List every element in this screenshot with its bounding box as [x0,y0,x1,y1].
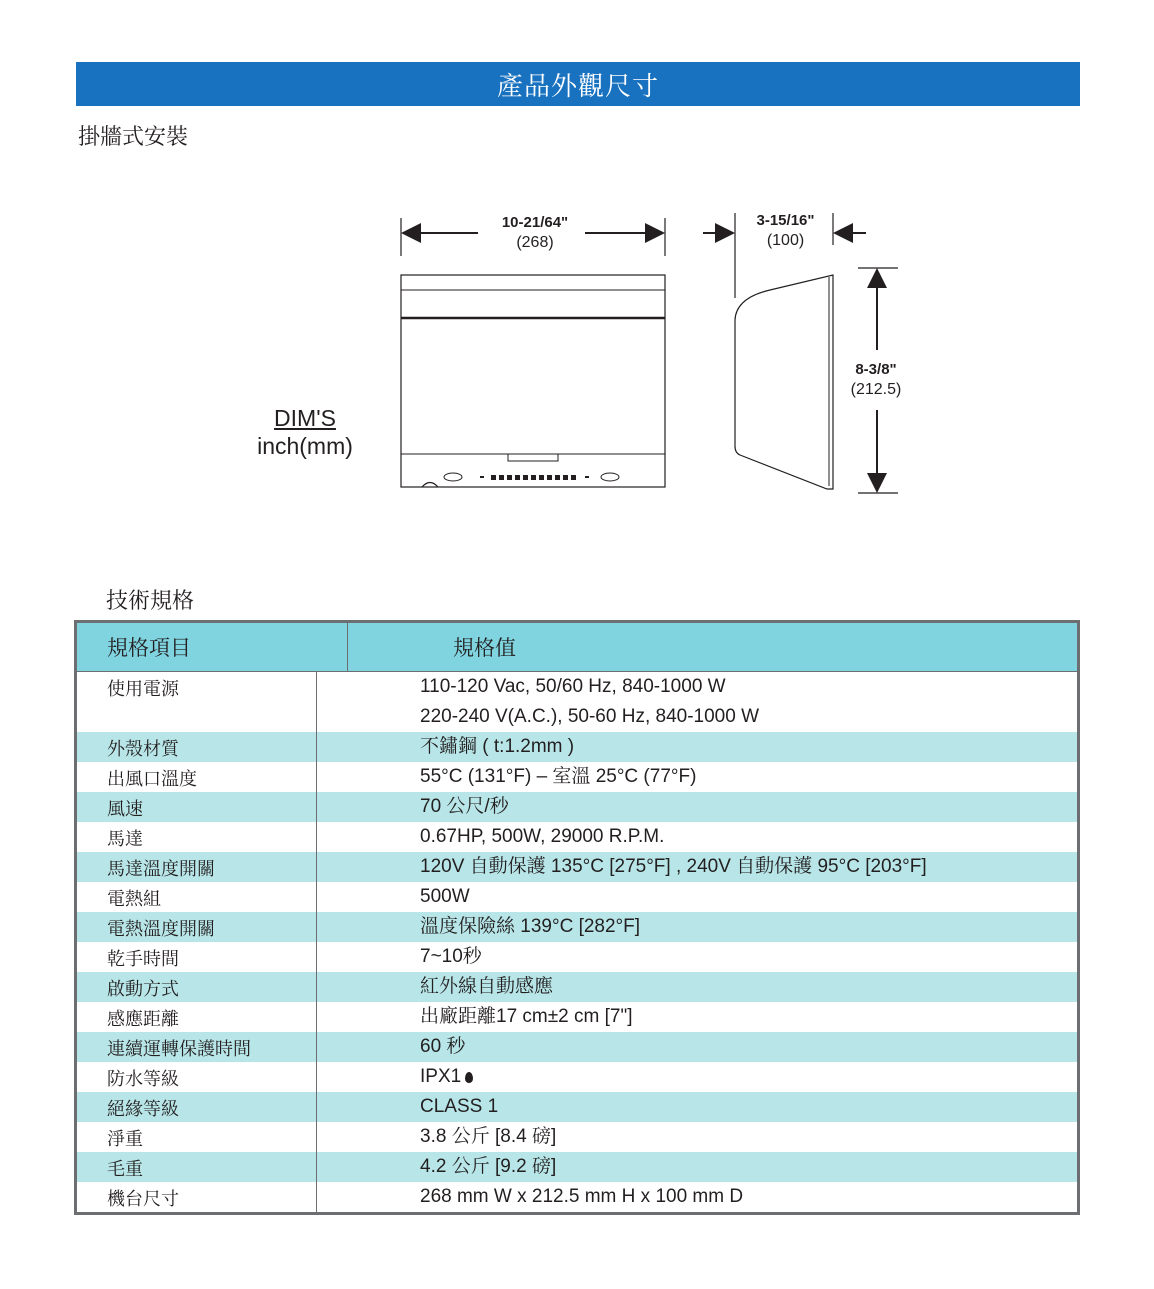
spec-value: 4.2 公斤 [9.2 磅] [420,1156,557,1177]
width-dimension-label [485,213,585,253]
table-row [77,822,1077,852]
table-row [77,792,1077,822]
table-row [77,882,1077,912]
banner-title: 產品外觀尺寸 [496,71,659,102]
spec-value: 3.8 公斤 [8.4 磅] [420,1126,557,1147]
table-row [77,1122,1077,1152]
spec-value-cell [317,732,1077,762]
spec-item-cell: 馬達溫度開關 [77,852,317,882]
spec-value: 60 秒 [420,1036,466,1057]
spec-value: 500W [420,886,470,907]
depth-mm: (100) [766,232,805,249]
side-view [735,275,833,489]
height-mm: (212.5) [850,381,902,398]
height-dimension-label [836,360,916,400]
table-row [77,732,1077,762]
table-row [77,1002,1077,1032]
height-inch: 8-3/8" [855,361,897,378]
spec-value-cell [317,972,1077,1002]
spec-value: IPX1 [420,1062,1077,1092]
spec-value-cell [317,912,1077,942]
spec-item-cell: 啟動方式 [77,972,317,1002]
table-row [77,942,1077,972]
spec-item-cell: 電熱溫度開關 [77,912,317,942]
spec-value-cell [317,1122,1077,1152]
table-row [77,762,1077,792]
spec-value: 不鏽鋼 ( t:1.2mm ) [420,736,575,757]
spec-value: 55°C (131°F) – 室溫 25°C (77°F) [420,766,697,787]
spec-item-cell: 感應距離 [77,1002,317,1032]
spec-value: 70 公尺/秒 [420,796,509,817]
table-row [77,1062,1077,1092]
spec-item-cell: 絕緣等級 [77,1092,317,1122]
spec-value: 110-120 Vac, 50/60 Hz, 840-1000 W [420,676,726,697]
spec-item-cell: 使用電源 [77,672,317,732]
spec-value: CLASS 1 [420,1096,499,1117]
spec-item-cell: 外殼材質 [77,732,317,762]
spec-item-cell: 淨重 [77,1122,317,1152]
depth-inch: 3-15/16" [756,212,815,229]
spec-item-cell: 乾手時間 [77,942,317,972]
depth-dimension-label [738,211,833,251]
spec-value: 7~10秒 [420,946,482,967]
spec-value-cell [317,1062,1077,1092]
table-row [77,1152,1077,1182]
spec-value-cell [317,942,1077,972]
spec-value: 0.67HP, 500W, 29000 R.P.M. [420,826,665,847]
table-row [77,1092,1077,1122]
spec-value-cell [317,822,1077,852]
spec-value: 溫度保險絲 139°C [282°F] [420,916,641,937]
specs-table [74,620,1080,1215]
table-row [77,852,1077,882]
install-title: 掛牆式安裝 [78,125,189,150]
table-row [77,1182,1077,1212]
dimension-drawing [0,0,1154,560]
table-row [77,972,1077,1002]
spec-item-cell: 機台尺寸 [77,1182,317,1212]
units-label-unit: inch(mm) [257,433,353,459]
spec-value-cell [317,1182,1077,1212]
spec-value-cell [317,792,1077,822]
spec-value: 120V 自動保護 135°C [275°F] , 240V 自動保護 95°C [203°F] [420,856,927,877]
spec-value: 出廠距離17 cm±2 cm [7"] [420,1006,633,1027]
header-value: 規格值 [453,636,516,660]
table-row [77,912,1077,942]
table-row [77,1032,1077,1062]
spec-value-cell [317,852,1077,882]
specs-title: 技術規格 [106,589,195,614]
spec-item-cell: 風速 [77,792,317,822]
spec-value-cell [317,1002,1077,1032]
spec-item-cell: 馬達 [77,822,317,852]
specs-table-header [77,623,1077,672]
spec-item-cell: 電熱組 [77,882,317,912]
front-view [401,275,665,487]
spec-item-cell: 防水等級 [77,1062,317,1092]
width-mm: (268) [516,234,554,251]
spec-value-cell [317,1152,1077,1182]
spec-item-cell: 出風口溫度 [77,762,317,792]
spec-value: 紅外線自動感應 [420,976,554,997]
spec-item-cell: 毛重 [77,1152,317,1182]
table-row [77,672,1077,732]
spec-value-cell [317,1092,1077,1122]
spec-value-cell [317,672,1077,732]
spec-item-cell: 連續運轉保護時間 [77,1032,317,1062]
spec-value: 220-240 V(A.C.), 50-60 Hz, 840-1000 W [420,706,760,727]
spec-value-cell [317,1032,1077,1062]
spec-value-cell [317,882,1077,912]
spec-value: 268 mm W x 212.5 mm H x 100 mm D [420,1186,744,1207]
width-inch: 10-21/64" [501,214,569,231]
header-item: 規格項目 [77,623,348,671]
water-drop-icon [465,1072,473,1083]
specs-table-body [77,672,1077,1212]
units-label [230,404,380,460]
spec-value-cell [317,762,1077,792]
units-label-dims: DIM'S [274,405,336,431]
